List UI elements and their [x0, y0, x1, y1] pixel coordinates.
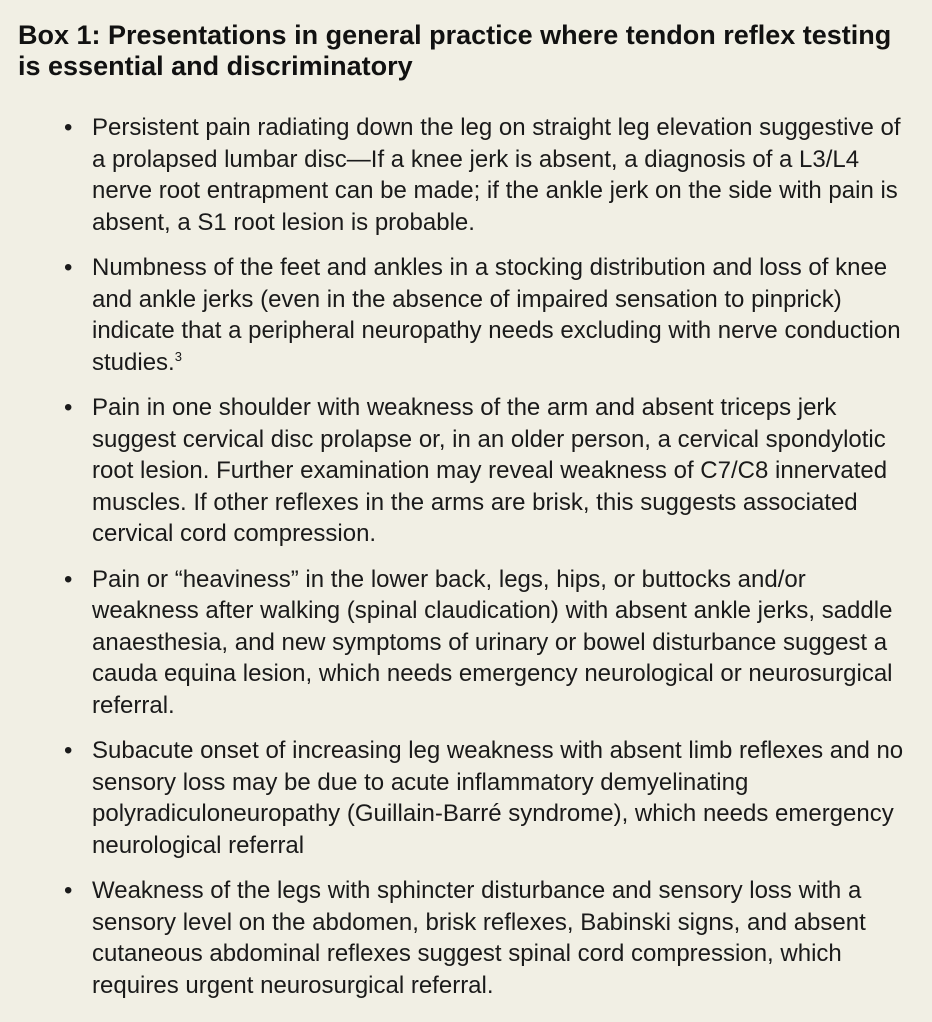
list-item	[18, 112, 918, 238]
reference-superscript: 3	[174, 348, 182, 364]
list-item	[18, 735, 918, 861]
list-item	[18, 564, 918, 722]
list-item-text: Weakness of the legs with sphincter disturbance and sensory loss with a sensory level on the abdomen, brisk reflexes, Babinski signs, and absent cutaneous abdominal reflexes suggest spinal cord compression, which requires urgent neurosurgical referral.	[92, 877, 866, 999]
bullet-icon: •	[64, 394, 73, 421]
list-item	[18, 392, 918, 550]
bullet-icon: •	[64, 254, 73, 281]
list-item	[18, 875, 918, 1001]
list-item-text: Numbness of the feet and ankles in a stocking distribution and loss of knee and ankle jerks (even in the absence of impaired sensation to pinprick) indicate that a peripheral neuropathy needs excluding with nerve conduction studies.	[92, 254, 901, 376]
bullet-icon: •	[64, 565, 73, 593]
bullet-icon: •	[64, 114, 73, 141]
bullet-icon: •	[64, 877, 73, 904]
list-item	[18, 252, 918, 378]
list-item-text: Pain or “heaviness” in the lower back, legs, hips, or buttocks and/or weakness after walking (spinal claudication) with absent ankle jerks, saddle anaesthesia, and new symptoms of urinary or bowel disturbance suggest a cauda equina lesion, which needs emergency neurological or neurosurgical referral.	[92, 565, 893, 719]
list-item-text: Pain in one shoulder with weakness of the arm and absent triceps jerk suggest cervical disc prolapse or, in an older person, a cervical spondylotic root lesion. Further examination may reveal weakness of C7/C8 innervated muscles. If other reflexes in the arms are brisk, this suggests associated cervical cord compression.	[92, 394, 888, 547]
box-title: Box 1: Presentations in general practice where tendon reflex testing is essential and discriminatory	[18, 20, 892, 81]
list-item-text: Subacute onset of increasing leg weakness with absent limb reflexes and no sensory loss may be due to acute inflammatory demyelinating polyradiculoneuropathy (Guillain-Barré syndrome), which needs emergency neurological referral	[92, 737, 904, 859]
presentation-list	[18, 112, 918, 1001]
bullet-icon: •	[64, 737, 73, 764]
list-item-text: Persistent pain radiating down the leg on straight leg elevation suggestive of a prolapsed lumbar disc—If a knee jerk is absent, a diagnosis of a L3/L4 nerve root entrapment can be made; if the ankle jerk on the side with pain is absent, a S1 root lesion is probable.	[92, 114, 901, 236]
